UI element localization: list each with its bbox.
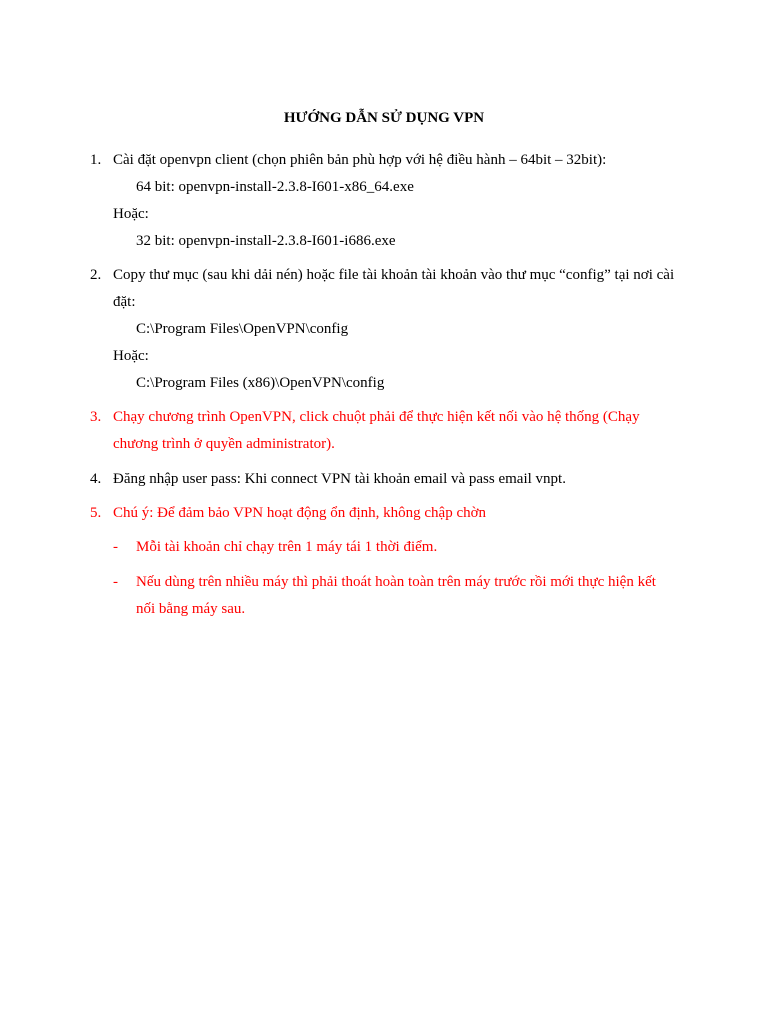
step-5-bullet-2-text-line2: nối bằng máy sau. <box>136 601 246 617</box>
step-2-path-1: C:\Program Files\OpenVPN\config <box>136 321 349 337</box>
document-title: HƯỚNG DẪN SỬ DỤNG VPN <box>283 110 485 126</box>
step-3-number: 3. <box>90 409 102 425</box>
step-1-or: Hoặc: <box>113 206 149 222</box>
step-3-text-line2: chương trình ở quyền administrator). <box>113 436 335 452</box>
step-2-path-2: C:\Program Files (x86)\OpenVPN\config <box>136 375 385 391</box>
step-5-text: Chú ý: Để đảm bảo VPN hoạt động ổn định, không chập chờn <box>113 505 487 521</box>
step-4-number: 4. <box>90 471 102 487</box>
step-5-bullet-2-marker: - <box>113 574 118 590</box>
step-1-number: 1. <box>90 152 102 168</box>
step-5-bullet-2-text-line1: Nếu dùng trên nhiều máy thì phải thoát hoàn toàn trên máy trước rồi mới thực hiện kết <box>136 574 656 590</box>
step-1-option-32bit: 32 bit: openvpn-install-2.3.8-I601-i686.exe <box>136 233 396 249</box>
step-5-bullet-1-text: Mỗi tài khoản chỉ chạy trên 1 máy tái 1 thời điểm. <box>136 539 438 555</box>
step-2-text-line1: Copy thư mục (sau khi dải nén) hoặc file tài khoản tài khoản vào thư mục “config” tại nơi cài <box>113 267 675 283</box>
step-2-or: Hoặc: <box>113 348 149 364</box>
step-3-text-line1: Chạy chương trình OpenVPN, click chuột phải để thực hiện kết nối vào hệ thống (Chạy <box>113 409 640 425</box>
step-2-text-line2: đặt: <box>113 294 136 310</box>
step-5-number: 5. <box>90 505 102 521</box>
step-1-text: Cài đặt openvpn client (chọn phiên bản phù hợp với hệ điều hành – 64bit – 32bit): <box>113 152 607 168</box>
step-2-number: 2. <box>90 267 102 283</box>
step-4-text: Đăng nhập user pass: Khi connect VPN tài khoản email và pass email vnpt. <box>113 471 566 487</box>
step-1-option-64bit: 64 bit: openvpn-install-2.3.8-I601-x86_64.exe <box>136 179 414 195</box>
step-5-bullet-1-marker: - <box>113 539 118 555</box>
